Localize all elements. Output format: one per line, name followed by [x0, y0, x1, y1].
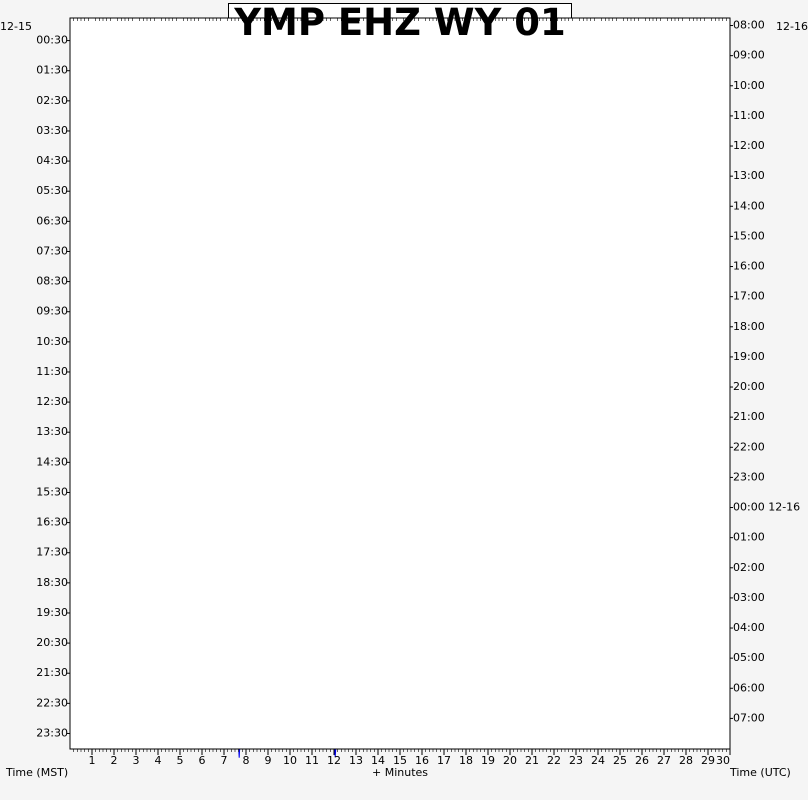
x-tick-label: 5: [176, 754, 184, 767]
x-tick-label: 23: [569, 754, 583, 767]
left-time-label: 06:30: [36, 214, 68, 228]
x-tick-label: 25: [613, 754, 627, 767]
date-right: 12-16: [776, 20, 808, 33]
left-time-label: 07:30: [36, 244, 68, 258]
x-tick-label: 14: [371, 754, 385, 767]
right-time-label: 10:00: [733, 78, 765, 92]
x-tick-label: 8: [242, 754, 250, 767]
plot-frame: [70, 18, 730, 749]
left-time-label: 22:30: [36, 696, 68, 710]
x-tick-label: 21: [525, 754, 539, 767]
x-tick-label: 30: [716, 754, 730, 767]
x-tick-label: 29: [701, 754, 715, 767]
right-time-label: 18:00: [733, 319, 765, 333]
right-time-label: 23:00: [733, 470, 765, 484]
x-tick-label: 27: [657, 754, 671, 767]
x-tick-label: 2: [110, 754, 118, 767]
x-tick-label: 18: [459, 754, 473, 767]
left-time-label: 18:30: [36, 575, 68, 589]
right-time-label: 02:00: [733, 560, 765, 574]
right-time-label: 00:00 12-16: [733, 500, 801, 514]
left-axis-label: Time (MST): [6, 766, 69, 779]
right-time-label: 05:00: [733, 651, 765, 665]
x-tick-label: 24: [591, 754, 605, 767]
x-tick-label: 12: [327, 754, 341, 767]
x-tick-label: 11: [305, 754, 319, 767]
left-time-label: 12:30: [36, 395, 68, 409]
left-time-labels: [36, 34, 70, 740]
right-time-label: 19:00: [733, 349, 765, 363]
right-time-label: 22:00: [733, 440, 765, 454]
left-time-label: 00:30: [36, 33, 68, 47]
x-tick-label: 6: [198, 754, 206, 767]
right-time-labels: [730, 18, 808, 725]
right-time-label: 01:00: [733, 530, 765, 544]
left-time-label: 01:30: [36, 63, 68, 77]
left-time-label: 19:30: [36, 605, 68, 619]
x-tick-label: 28: [679, 754, 693, 767]
x-tick-label: 22: [547, 754, 561, 767]
left-time-label: 15:30: [36, 485, 68, 499]
left-time-label: 03:30: [36, 123, 68, 137]
right-time-label: 12:00: [733, 139, 765, 153]
left-time-label: 02:30: [36, 93, 68, 107]
x-tick-label: 15: [393, 754, 407, 767]
left-time-label: 10:30: [36, 334, 68, 348]
x-tick-label: 19: [481, 754, 495, 767]
x-tick-label: 3: [132, 754, 140, 767]
date-left: 12-15: [0, 20, 32, 33]
left-time-label: 09:30: [36, 304, 68, 318]
x-tick-label: 26: [635, 754, 649, 767]
right-axis-label: Time (UTC): [730, 766, 791, 779]
x-tick-label: 10: [283, 754, 297, 767]
right-time-label: 20:00: [733, 380, 765, 394]
x-tick-label: 4: [154, 754, 162, 767]
right-time-label: 03:00: [733, 590, 765, 604]
left-time-label: 20:30: [36, 636, 68, 650]
left-time-label: 23:30: [36, 726, 68, 740]
right-time-label: 06:00: [733, 681, 765, 695]
right-time-label: 17:00: [733, 289, 765, 303]
left-time-label: 14:30: [36, 455, 68, 469]
x-tick-label: 20: [503, 754, 517, 767]
right-time-label: 21:00: [733, 410, 765, 424]
right-time-label: 16:00: [733, 259, 765, 273]
x-tick-label: 1: [88, 754, 96, 767]
right-time-label: 11:00: [733, 108, 765, 122]
x-tick-label: 13: [349, 754, 363, 767]
chart-title: YMP EHZ WY 01: [234, 1, 566, 44]
x-tick-label: 9: [264, 754, 272, 767]
left-time-label: 08:30: [36, 274, 68, 288]
right-time-label: 08:00: [733, 18, 765, 32]
left-time-label: 05:30: [36, 184, 68, 198]
left-time-label: 16:30: [36, 515, 68, 529]
right-time-label: 04:00: [733, 621, 765, 635]
right-time-label: 15:00: [733, 229, 765, 243]
x-tick-label: 17: [437, 754, 451, 767]
left-time-label: 11:30: [36, 364, 68, 378]
right-time-label: 14:00: [733, 199, 765, 213]
right-time-label: 13:00: [733, 169, 765, 183]
left-time-label: 13:30: [36, 425, 68, 439]
right-time-label: 09:00: [733, 48, 765, 62]
x-axis-label: + Minutes: [372, 766, 429, 779]
left-time-label: 04:30: [36, 154, 68, 168]
x-tick-label: 7: [220, 754, 228, 767]
right-time-label: 07:00: [733, 711, 765, 725]
x-tick-label: 16: [415, 754, 429, 767]
plot-area: [70, 18, 730, 749]
left-time-label: 21:30: [36, 666, 68, 680]
left-time-label: 17:30: [36, 545, 68, 559]
